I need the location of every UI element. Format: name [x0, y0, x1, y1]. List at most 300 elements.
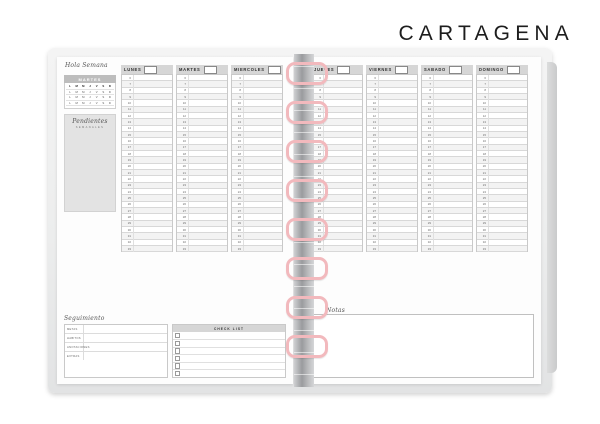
hour-label: 29 — [422, 220, 434, 226]
day-name: MIERCOLES — [234, 67, 265, 72]
hour-label: 17 — [477, 144, 489, 150]
hour-label: 33 — [312, 246, 324, 252]
day-header — [176, 65, 228, 74]
day-column-domingo — [476, 65, 528, 252]
tracker-row[interactable] — [65, 325, 167, 334]
weekday-initial: D — [108, 84, 111, 88]
hour-label: 16 — [177, 138, 189, 144]
hour-label: 9 — [177, 94, 189, 100]
hour-label: 25 — [367, 195, 379, 201]
brand-wordmark: CARTAGENA — [398, 22, 574, 45]
day-cell: J — [89, 95, 91, 99]
hour-label: 15 — [312, 132, 324, 138]
hour-label: 18 — [232, 151, 244, 157]
hour-list — [366, 74, 418, 252]
hour-label: 6 — [367, 75, 379, 81]
hour-label: 13 — [122, 119, 134, 125]
hour-label: 7 — [312, 81, 324, 87]
hour-label: 16 — [232, 138, 244, 144]
day-cell: D — [108, 100, 111, 105]
tracker-row-label: EXTRAS — [65, 352, 84, 360]
hour-label: 15 — [367, 132, 379, 138]
checklist-item[interactable] — [173, 370, 285, 377]
day-date-box[interactable] — [337, 66, 350, 74]
tracker-row-label: METAS — [65, 325, 84, 333]
hour-label: 23 — [232, 182, 244, 188]
hour-label: 12 — [422, 113, 434, 119]
hour-label: 27 — [312, 208, 324, 214]
checklist-item[interactable] — [173, 363, 285, 371]
hour-label: 14 — [367, 125, 379, 131]
planner-right-page — [305, 57, 541, 384]
hour-label: 21 — [422, 170, 434, 176]
mini-calendar — [64, 83, 116, 109]
notes-title: Notas — [326, 307, 345, 314]
checkbox-icon[interactable] — [175, 333, 180, 338]
day-column-miercoles — [231, 65, 283, 252]
binder-ring — [286, 335, 328, 358]
hour-label: 16 — [367, 138, 379, 144]
weekday-initial: V — [95, 84, 98, 88]
day-cell: D — [108, 89, 111, 94]
hour-label: 26 — [477, 201, 489, 207]
hour-label: 13 — [177, 119, 189, 125]
checkbox-icon[interactable] — [175, 371, 180, 376]
day-cell: M — [75, 89, 78, 94]
day-column-sabado — [421, 65, 473, 252]
hour-label: 9 — [312, 94, 324, 100]
hour-label: 13 — [232, 119, 244, 125]
hour-label: 21 — [232, 170, 244, 176]
binder-ring — [286, 218, 328, 241]
hour-label: 22 — [312, 176, 324, 182]
day-cell: S — [102, 95, 105, 99]
hour-label: 11 — [422, 106, 434, 112]
hour-label: 8 — [232, 87, 244, 93]
hour-label: 21 — [367, 170, 379, 176]
binder-ring — [286, 62, 328, 85]
hour-label: 19 — [477, 157, 489, 163]
hour-label: 23 — [312, 182, 324, 188]
hour-label: 21 — [177, 170, 189, 176]
planner-photo — [48, 48, 552, 393]
hour-label: 27 — [232, 208, 244, 214]
hour-label: 27 — [122, 208, 134, 214]
hour-label: 20 — [232, 163, 244, 169]
hour-label: 11 — [177, 106, 189, 112]
hour-label: 15 — [477, 132, 489, 138]
hour-label: 23 — [177, 182, 189, 188]
hour-label: 6 — [232, 75, 244, 81]
hour-label: 8 — [422, 87, 434, 93]
hour-label: 28 — [477, 214, 489, 220]
hour-label: 25 — [232, 195, 244, 201]
weekly-priorities-title: Pendientes — [72, 118, 108, 125]
hour-label: 20 — [177, 163, 189, 169]
hour-label: 22 — [477, 176, 489, 182]
day-date-box[interactable] — [449, 66, 462, 74]
day-cell: L — [69, 89, 71, 94]
hour-label: 26 — [232, 201, 244, 207]
hour-label: 15 — [122, 132, 134, 138]
hour-label: 10 — [312, 100, 324, 106]
hour-label: 19 — [122, 157, 134, 163]
hour-label: 22 — [422, 176, 434, 182]
hour-label: 30 — [177, 227, 189, 233]
day-cell: S — [102, 100, 105, 105]
day-cell: L — [69, 95, 71, 99]
hour-label: 33 — [422, 246, 434, 252]
checkbox-icon[interactable] — [175, 348, 180, 353]
day-cell: M — [82, 100, 85, 105]
hour-label: 33 — [232, 246, 244, 252]
mini-month-title: MARTES — [64, 75, 116, 83]
day-cell: J — [89, 100, 91, 105]
hour-label: 30 — [122, 227, 134, 233]
hour-label: 17 — [177, 144, 189, 150]
hour-label: 20 — [367, 163, 379, 169]
hour-label: 6 — [312, 75, 324, 81]
hour-label: 13 — [367, 119, 379, 125]
checklist-item[interactable] — [173, 355, 285, 363]
checklist — [172, 324, 286, 378]
day-name: LUNES — [124, 67, 142, 72]
hour-label: 31 — [122, 233, 134, 239]
hour-label: 29 — [367, 220, 379, 226]
hour-label: 9 — [232, 94, 244, 100]
hour-list — [421, 74, 473, 252]
hour-label: 25 — [422, 195, 434, 201]
hour-label: 22 — [177, 176, 189, 182]
day-date-box[interactable] — [395, 66, 408, 74]
hour-label: 24 — [422, 189, 434, 195]
day-name: VIERNES — [369, 67, 392, 72]
hour-label: 32 — [177, 239, 189, 245]
hour-label: 14 — [312, 125, 324, 131]
hour-label: 32 — [122, 239, 134, 245]
hour-label: 20 — [422, 163, 434, 169]
hour-label: 9 — [422, 94, 434, 100]
hour-label: 7 — [477, 81, 489, 87]
hour-label: 17 — [367, 144, 379, 150]
hour-label: 24 — [177, 189, 189, 195]
day-date-box[interactable] — [204, 66, 217, 74]
hour-label: 9 — [367, 94, 379, 100]
hour-label: 16 — [477, 138, 489, 144]
hour-label: 24 — [367, 189, 379, 195]
hour-label: 32 — [312, 239, 324, 245]
hour-label: 29 — [477, 220, 489, 226]
checklist-item[interactable] — [173, 348, 285, 356]
hour-label: 23 — [367, 182, 379, 188]
day-cell: J — [89, 89, 91, 94]
hour-label: 22 — [122, 176, 134, 182]
day-header — [476, 65, 528, 74]
hour-label: 17 — [122, 144, 134, 150]
hour-label: 12 — [232, 113, 244, 119]
day-cell: M — [75, 100, 78, 105]
day-name: MARTES — [179, 67, 201, 72]
hour-label: 10 — [477, 100, 489, 106]
hour-label: 21 — [122, 170, 134, 176]
tracker-section — [64, 315, 286, 378]
day-name: JUEVES — [314, 67, 335, 72]
day-column-martes — [176, 65, 228, 252]
hour-label: 16 — [122, 138, 134, 144]
hour-label: 8 — [122, 87, 134, 93]
tracker-title: Seguimiento — [64, 315, 105, 323]
hour-label: 7 — [177, 81, 189, 87]
tracker-row[interactable] — [65, 334, 167, 343]
hour-label: 25 — [122, 195, 134, 201]
hour-label: 27 — [367, 208, 379, 214]
hour-label: 10 — [177, 100, 189, 106]
tracker-rows — [64, 324, 168, 378]
binder-ring — [286, 296, 328, 319]
hour-label: 12 — [177, 113, 189, 119]
mini-calendar-week-row — [66, 95, 114, 99]
hour-label: 17 — [312, 144, 324, 150]
checklist-item[interactable] — [173, 340, 285, 348]
hour-label: 30 — [367, 227, 379, 233]
hour-label: 18 — [422, 151, 434, 157]
checkbox-icon[interactable] — [175, 341, 180, 346]
hour-label: 33 — [122, 246, 134, 252]
hour-label: 14 — [477, 125, 489, 131]
hour-label: 31 — [422, 233, 434, 239]
tracker-row[interactable] — [65, 343, 167, 352]
hour-label: 33 — [367, 246, 379, 252]
hour-label: 23 — [422, 182, 434, 188]
hour-label: 6 — [177, 75, 189, 81]
hour-label: 26 — [177, 201, 189, 207]
hour-label: 24 — [122, 189, 134, 195]
hour-label: 28 — [232, 214, 244, 220]
hour-label: 6 — [422, 75, 434, 81]
hour-label: 32 — [232, 239, 244, 245]
hour-label: 27 — [422, 208, 434, 214]
hour-label: 30 — [312, 227, 324, 233]
hour-label: 18 — [312, 151, 324, 157]
hour-label: 21 — [477, 170, 489, 176]
hour-label: 7 — [232, 81, 244, 87]
hour-label: 32 — [477, 239, 489, 245]
hour-label: 11 — [122, 106, 134, 112]
weekly-priorities-subtitle: SEMANALES — [75, 126, 105, 129]
hour-label: 30 — [232, 227, 244, 233]
hour-label: 11 — [232, 106, 244, 112]
hour-label: 31 — [367, 233, 379, 239]
weekday-initial: M — [82, 84, 85, 88]
hour-label: 28 — [122, 214, 134, 220]
notes-area[interactable] — [310, 314, 534, 378]
hour-label: 8 — [477, 87, 489, 93]
day-cell: D — [108, 95, 111, 99]
weekday-initial: M — [75, 84, 78, 88]
mini-calendar-header-row — [66, 84, 114, 88]
hour-label: 12 — [312, 113, 324, 119]
hour-label: 23 — [122, 182, 134, 188]
day-column-viernes — [366, 65, 418, 252]
mini-calendar-week-row — [66, 101, 114, 105]
binder-ring — [286, 140, 328, 163]
hour-label: 12 — [367, 113, 379, 119]
hour-label: 14 — [177, 125, 189, 131]
hour-label: 26 — [312, 201, 324, 207]
hour-label: 29 — [177, 220, 189, 226]
weekday-initial: J — [89, 84, 91, 88]
hour-label: 24 — [232, 189, 244, 195]
left-day-columns — [121, 65, 283, 252]
hour-label: 22 — [367, 176, 379, 182]
hour-label: 30 — [477, 227, 489, 233]
checkbox-icon[interactable] — [175, 363, 180, 368]
weekday-initial: S — [102, 84, 105, 88]
hour-label: 19 — [232, 157, 244, 163]
day-date-box[interactable] — [144, 66, 157, 74]
hour-label: 31 — [232, 233, 244, 239]
tracker-row-label: HABITOS — [65, 334, 84, 342]
hour-label: 26 — [122, 201, 134, 207]
hour-label: 11 — [477, 106, 489, 112]
hour-label: 19 — [312, 157, 324, 163]
checkbox-icon[interactable] — [175, 356, 180, 361]
day-date-box[interactable] — [268, 66, 281, 74]
day-cell: V — [95, 100, 98, 105]
hour-label: 13 — [422, 119, 434, 125]
day-date-box[interactable] — [507, 66, 520, 74]
hour-label: 31 — [177, 233, 189, 239]
hour-label: 12 — [122, 113, 134, 119]
hour-label: 32 — [422, 239, 434, 245]
hour-label: 33 — [477, 246, 489, 252]
hour-list — [231, 74, 283, 252]
planner-left-page — [57, 57, 293, 384]
day-name: SABADO — [424, 67, 446, 72]
hour-label: 15 — [177, 132, 189, 138]
hour-label: 18 — [122, 151, 134, 157]
hour-label: 31 — [312, 233, 324, 239]
day-cell: M — [75, 95, 78, 99]
hour-label: 25 — [312, 195, 324, 201]
hour-label: 14 — [422, 125, 434, 131]
hour-label: 28 — [422, 214, 434, 220]
day-header — [421, 65, 473, 74]
right-day-columns — [311, 65, 528, 252]
hour-label: 9 — [477, 94, 489, 100]
mini-month-block — [64, 75, 116, 212]
hour-label: 28 — [177, 214, 189, 220]
day-header — [366, 65, 418, 74]
hour-label: 10 — [122, 100, 134, 106]
checklist-item[interactable] — [173, 332, 285, 340]
hour-label: 15 — [232, 132, 244, 138]
hour-label: 6 — [477, 75, 489, 81]
day-cell: M — [82, 95, 85, 99]
hour-label: 19 — [422, 157, 434, 163]
day-header — [121, 65, 173, 74]
hour-label: 32 — [367, 239, 379, 245]
tracker-row[interactable] — [65, 352, 167, 360]
hour-label: 9 — [122, 94, 134, 100]
binder-ring — [286, 257, 328, 280]
hour-label: 21 — [312, 170, 324, 176]
hour-label: 28 — [367, 214, 379, 220]
hour-label: 13 — [477, 119, 489, 125]
hour-list — [121, 74, 173, 252]
hour-label: 12 — [477, 113, 489, 119]
day-cell: V — [95, 95, 98, 99]
hour-label: 22 — [232, 176, 244, 182]
hour-label: 23 — [477, 182, 489, 188]
hour-label: 10 — [232, 100, 244, 106]
checklist-title: CHECK LIST — [173, 325, 285, 332]
hour-label: 7 — [122, 81, 134, 87]
day-column-lunes — [121, 65, 173, 252]
hour-label: 7 — [422, 81, 434, 87]
hour-label: 31 — [477, 233, 489, 239]
hour-label: 25 — [177, 195, 189, 201]
day-cell: V — [95, 89, 98, 94]
hour-list — [176, 74, 228, 252]
hour-label: 14 — [232, 125, 244, 131]
binder-ring — [286, 179, 328, 202]
hour-label: 33 — [177, 246, 189, 252]
hour-label: 8 — [312, 87, 324, 93]
binder-ring — [286, 101, 328, 124]
hour-label: 30 — [422, 227, 434, 233]
hour-label: 27 — [477, 208, 489, 214]
divider — [66, 105, 114, 106]
hour-label: 27 — [177, 208, 189, 214]
hour-label: 18 — [477, 151, 489, 157]
left-page-header-script: Hola Semana — [65, 62, 108, 69]
hour-label: 26 — [367, 201, 379, 207]
hour-label: 19 — [367, 157, 379, 163]
planner-cover-edge — [547, 62, 557, 373]
hour-label: 20 — [312, 163, 324, 169]
hour-label: 29 — [312, 220, 324, 226]
hour-label: 26 — [422, 201, 434, 207]
hour-label: 20 — [122, 163, 134, 169]
day-header — [231, 65, 283, 74]
hour-label: 10 — [422, 100, 434, 106]
weekly-priorities-block — [64, 114, 116, 212]
hour-label: 16 — [422, 138, 434, 144]
day-cell: L — [69, 100, 71, 105]
hour-label: 11 — [367, 106, 379, 112]
hour-label: 24 — [477, 189, 489, 195]
hour-label: 18 — [177, 151, 189, 157]
hour-label: 20 — [477, 163, 489, 169]
day-cell: M — [82, 89, 85, 94]
hour-label: 18 — [367, 151, 379, 157]
hour-label: 24 — [312, 189, 324, 195]
hour-label: 28 — [312, 214, 324, 220]
mini-calendar-week-row — [66, 90, 114, 94]
hour-label: 11 — [312, 106, 324, 112]
hour-label: 29 — [232, 220, 244, 226]
weekday-initial: L — [69, 84, 71, 88]
tracker-row-label: ANOTACIONES — [65, 343, 84, 351]
hour-label: 19 — [177, 157, 189, 163]
hour-label: 8 — [177, 87, 189, 93]
day-cell: S — [102, 89, 105, 94]
hour-label: 17 — [232, 144, 244, 150]
hour-label: 13 — [312, 119, 324, 125]
hour-label: 8 — [367, 87, 379, 93]
hour-label: 10 — [367, 100, 379, 106]
